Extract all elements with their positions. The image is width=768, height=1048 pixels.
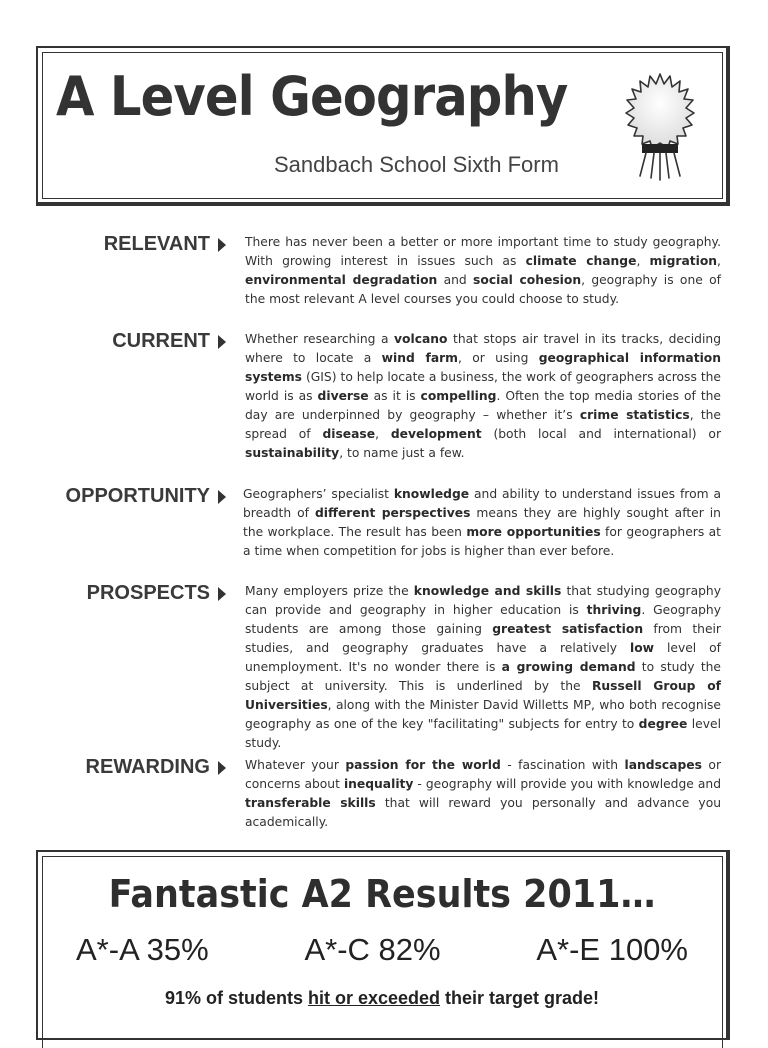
emphasis-text: landscapes: [624, 758, 702, 772]
emphasis-text: thriving: [586, 603, 642, 617]
body-text-run: or concerns about: [245, 758, 721, 791]
body-text-run: Many employers prize the: [245, 584, 414, 598]
body-text-run: , the spread of: [245, 408, 721, 441]
arrow-right-icon: [218, 238, 226, 252]
emphasis-text: compelling: [420, 389, 497, 403]
body-text-run: . Often the top media stories of the day are underpinned by geography – whether it’s: [245, 389, 721, 422]
body-text-run: ,: [375, 427, 391, 441]
body-text-run: and ability to understand issues from a breadth of: [243, 487, 721, 520]
emphasis-text: volcano: [394, 332, 448, 346]
body-text-run: , geography is one of the most relevant A level courses you could choose to study.: [245, 273, 721, 306]
body-text-run: There has never been a better or more important time to study geography. With growing interest in issues such as: [245, 235, 721, 268]
body-text-run: level of unemployment. It's no wonder there is: [245, 641, 721, 674]
emphasis-text: environmental degradation: [245, 273, 438, 287]
section-body: [245, 582, 721, 753]
emphasis-text: disease: [322, 427, 376, 441]
header-box: [36, 46, 730, 206]
emphasis-text: development: [390, 427, 482, 441]
section-heading: REWARDING: [86, 756, 226, 779]
section-body: [245, 233, 721, 309]
body-text-run: from their studies, and geography graduates have a relatively: [245, 622, 721, 655]
grade-a-star-c: A*-C 82%: [304, 932, 441, 967]
emphasis-text: diverse: [317, 389, 369, 403]
body-text-run: ,: [717, 254, 721, 268]
arrow-right-icon: [218, 335, 226, 349]
body-text-run: Geographers’ specialist: [243, 487, 394, 501]
emphasis-text: a growing demand: [501, 660, 636, 674]
body-text-run: means they are highly sought after in the workplace. The result has been: [243, 506, 721, 539]
arrow-right-icon: [218, 490, 226, 504]
emphasis-text: different perspectives: [314, 506, 471, 520]
section-body: [243, 485, 721, 561]
emphasis-text: sustainability: [245, 446, 340, 460]
emphasis-text: climate change: [525, 254, 637, 268]
grade-a-star-e: A*-E 100%: [536, 932, 688, 967]
results-note: 91% of students hit or exceeded their target grade!: [164, 988, 600, 1008]
emphasis-text: knowledge: [393, 487, 470, 501]
body-text-run: that will reward you personally and advance you academically.: [245, 796, 722, 829]
emphasis-text: more opportunities: [466, 525, 601, 539]
emphasis-text: Russell Group of Universities: [245, 679, 721, 712]
body-text-run: , along with the Minister David Willetts MP, who both recognise geography as one of the key "facilitating" subjects for entry to: [245, 698, 721, 731]
section-body: [245, 330, 721, 463]
body-text-run: and: [437, 273, 474, 287]
emphasis-text: inequality: [343, 777, 414, 791]
body-text-run: - geography will provide you with knowledge and: [413, 777, 721, 791]
body-text-run: that studying geography can provide and geography in higher education is: [245, 584, 721, 617]
body-text-run: for geographers at a time when competition for jobs is higher than ever before.: [243, 525, 721, 558]
body-text-run: , or using: [458, 351, 539, 365]
body-text-run: ,: [636, 254, 650, 268]
body-text-run: level study.: [245, 717, 721, 750]
section-heading: CURRENT: [112, 330, 226, 353]
grade-a-star-a: A*-A 35%: [76, 932, 209, 967]
body-text-run: - fascination with: [500, 758, 625, 772]
results-box: [36, 850, 730, 1040]
body-text-run: , to name just a few.: [339, 446, 465, 460]
arrow-right-icon: [218, 761, 226, 775]
body-text-run: Whatever your: [245, 758, 346, 772]
section-body: [245, 756, 721, 832]
emphasis-text: migration: [649, 254, 718, 268]
page-subtitle: Sandbach School Sixth Form: [274, 152, 559, 177]
emphasis-text: crime statistics: [579, 408, 690, 422]
emphasis-text: degree: [638, 717, 688, 731]
emphasis-text: transferable skills: [245, 796, 376, 810]
emphasis-text: passion for the world: [345, 758, 501, 772]
body-text-run: that stops air travel in its tracks, deciding where to locate a: [245, 332, 721, 365]
emphasis-text: social cohesion: [473, 273, 582, 287]
body-text-run: as it is: [368, 389, 421, 403]
emphasis-text: geographical information systems: [245, 351, 721, 384]
body-text-run: . Geography students are among those gaining: [245, 603, 721, 636]
body-text-run: Whether researching a: [245, 332, 395, 346]
emphasis-text: knowledge and skills: [413, 584, 562, 598]
section-heading: RELEVANT: [104, 233, 226, 256]
arrow-right-icon: [218, 587, 226, 601]
body-text-run: (both local and international) or: [481, 427, 721, 441]
section-heading: OPPORTUNITY: [66, 485, 226, 508]
emphasis-text: low: [630, 641, 655, 655]
section-heading: PROSPECTS: [87, 582, 226, 605]
body-text-run: (GIS) to help locate a business, the work of geographers across the world is as: [245, 370, 721, 403]
grades-row: [76, 932, 688, 968]
emphasis-text: wind farm: [381, 351, 458, 365]
results-title: Fantastic A2 Results 2011…: [108, 872, 656, 916]
body-text-run: to study the subject at university. This is underlined by the: [245, 660, 721, 693]
wheatsheaf-crest-icon: [620, 68, 700, 186]
emphasis-text: greatest satisfaction: [492, 622, 644, 636]
page-title: A Level Geography: [56, 65, 568, 128]
